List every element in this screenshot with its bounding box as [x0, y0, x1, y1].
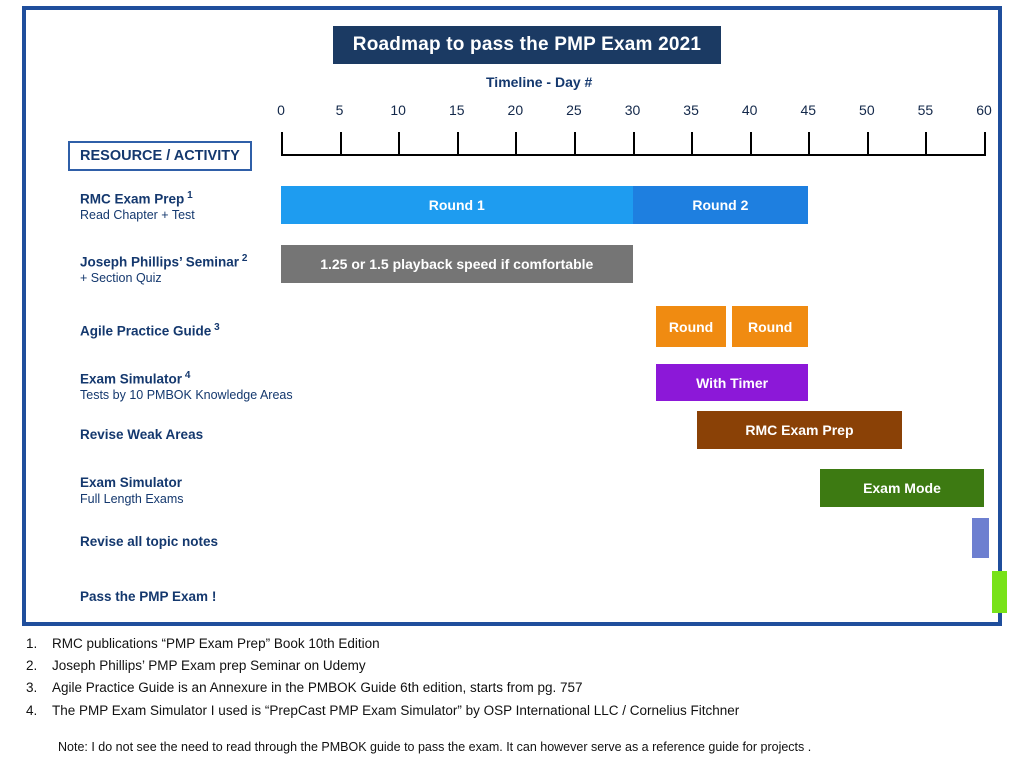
axis-tick-label: 25	[566, 102, 582, 118]
footnote-text: RMC publications “PMP Exam Prep” Book 10th Edition	[52, 636, 380, 651]
gantt-bar: Round	[732, 306, 808, 347]
footnote-number: 2.	[26, 658, 38, 674]
activity-title: Pass the PMP Exam !	[80, 589, 217, 604]
axis-tick-label: 0	[277, 102, 285, 118]
footnote-number: 1.	[26, 636, 38, 651]
axis-tick-mark	[750, 132, 752, 156]
axis-tick-label: 50	[859, 102, 875, 118]
note-text: Note: I do not see the need to read through the PMBOK guide to pass the exam. It can however serve as a reference guide for projects .	[58, 740, 812, 754]
footnote-item	[22, 658, 1002, 674]
axis-tick-mark	[340, 132, 342, 156]
timeline-axis-label: Timeline - Day #	[486, 74, 593, 90]
axis-tick-label: 35	[683, 102, 699, 118]
page-title: Roadmap to pass the PMP Exam 2021	[333, 26, 721, 64]
activity-title: Exam Simulator	[80, 371, 183, 387]
activity-row-label	[80, 534, 218, 551]
resource-activity-header: RESOURCE / ACTIVITY	[68, 141, 252, 171]
footnote-text: The PMP Exam Simulator I used is “PrepCast PMP Exam Simulator” by OSP International LLC / Cornelius Fitchner	[52, 702, 740, 718]
footnote-marker: 1	[184, 190, 193, 201]
gantt-bar	[972, 518, 988, 558]
axis-tick-mark	[515, 132, 517, 156]
activity-row-label	[80, 253, 247, 287]
footnote-item	[22, 636, 1002, 652]
activity-subtitle: Tests by 10 PMBOK Knowledge Areas	[80, 388, 293, 403]
footnote-marker: 4	[182, 370, 191, 381]
gantt-bar: Exam Mode	[820, 469, 984, 507]
footnote-number: 3.	[26, 680, 38, 696]
activity-subtitle: + Section Quiz	[80, 271, 162, 286]
activity-row-label	[80, 190, 195, 224]
axis-tick-label: 45	[800, 102, 817, 118]
axis-tick-mark	[633, 132, 635, 156]
gantt-bar	[992, 571, 1007, 613]
axis-tick-label: 55	[917, 102, 934, 118]
axis-tick-mark	[691, 132, 693, 156]
axis-tick-mark	[574, 132, 576, 156]
gantt-bar: 1.25 or 1.5 playback speed if comfortable	[281, 245, 633, 283]
activity-title: RMC Exam Prep	[80, 191, 185, 207]
axis-tick-mark	[984, 132, 986, 156]
activity-row-label	[80, 589, 216, 606]
gantt-bar: Round	[656, 306, 726, 347]
axis-tick-label: 15	[448, 102, 465, 118]
activity-row-label	[80, 475, 184, 508]
footnote-number: 4.	[26, 702, 38, 718]
axis-tick-label: 60	[976, 102, 992, 118]
activity-row-label	[80, 427, 203, 444]
axis-tick-mark	[281, 132, 283, 156]
axis-tick-label: 10	[390, 102, 406, 118]
footnotes-list	[22, 636, 1002, 725]
axis-tick-mark	[457, 132, 459, 156]
footnote-marker: 3	[211, 322, 220, 333]
axis-tick-mark	[925, 132, 927, 156]
axis-tick-mark	[867, 132, 869, 156]
activity-subtitle: Read Chapter + Test	[80, 208, 195, 223]
axis-tick-label: 40	[741, 102, 758, 118]
footnote-item	[22, 703, 1002, 719]
activity-subtitle: Full Length Exams	[80, 491, 184, 506]
activity-row-label	[80, 322, 220, 340]
activity-row-label	[80, 370, 293, 404]
axis-tick-mark	[808, 132, 810, 156]
axis-tick-label: 30	[624, 102, 641, 118]
roadmap-chart-frame	[22, 6, 1002, 626]
activity-title: Exam Simulator	[80, 475, 183, 490]
axis-tick-mark	[398, 132, 400, 156]
footnote-item	[22, 680, 1002, 696]
axis-tick-label: 20	[507, 102, 524, 118]
gantt-bar: With Timer	[656, 364, 808, 401]
axis-tick-label: 5	[335, 102, 344, 118]
activity-title: Revise Weak Areas	[80, 427, 204, 442]
footnote-text: Agile Practice Guide is an Annexure in the PMBOK Guide 6th edition, starts from pg. 757	[52, 680, 583, 696]
footnote-marker: 2	[239, 253, 248, 264]
gantt-bar: Round 2	[633, 186, 809, 224]
activity-title: Revise all topic notes	[80, 534, 219, 549]
footnote-text: Joseph Phillips’ PMP Exam prep Seminar on Udemy	[52, 658, 366, 674]
gantt-bar: RMC Exam Prep	[697, 411, 902, 449]
timeline-axis	[277, 102, 992, 168]
activity-title: Agile Practice Guide	[80, 323, 212, 339]
activity-title: Joseph Phillips’ Seminar	[80, 254, 240, 270]
gantt-bar: Round 1	[281, 186, 633, 224]
